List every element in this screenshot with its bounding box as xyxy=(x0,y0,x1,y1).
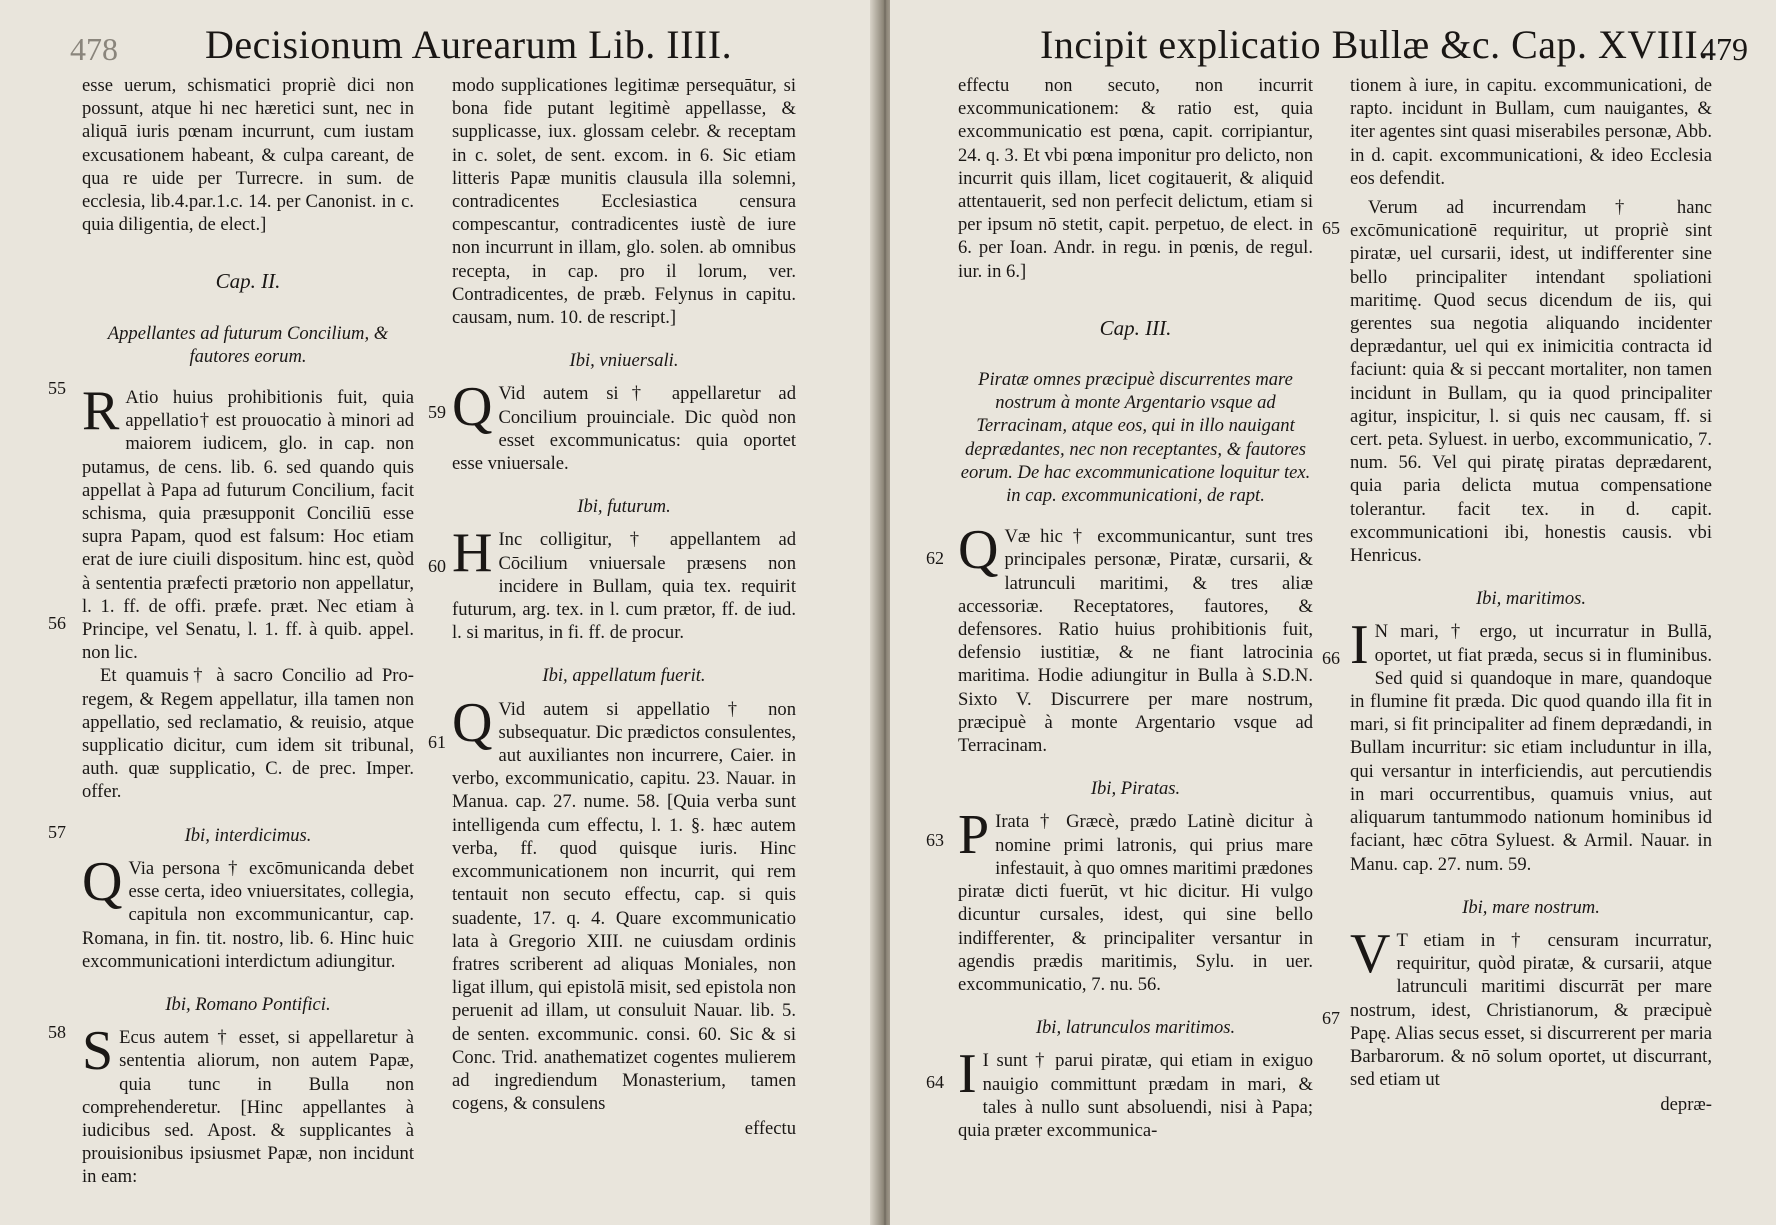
paragraph-text: N mari, † ergo, ut incurratur in Bullā, oportet, ut fiat præda, secus si in fluminibus. Sed quid si quandoque in mare, quandoque in flumine fit præda. Dic quod quando illa fit in mari, si fit principaliter ad finem deprædandi, in Bullam incurritur: sic etiam includuntur in illa, qui versantur in interficiendis, aut percutiendis in mari occurrentibus, quamuis vnius, aut aliquarum tantummodo nationum hominibus id faciant, hæc cōtra Syluest. & Armil. Nauar. in Manu. cap. 27. num. 59. xyxy=(1350,621,1712,875)
section-subhead: Ibi, maritimos. xyxy=(1475,588,1587,610)
section-subhead: Ibi, interdicimus. xyxy=(184,824,312,846)
paragraph-55 xyxy=(82,380,414,664)
paragraph-66 xyxy=(1350,614,1712,875)
left-column-2 xyxy=(452,74,796,1141)
chapter-rubric: Piratæ omnes præcipuè discurrentes mare nostrum à monte Argentario vsque ad Terracinam, atque eos, qui in illo nauigant deprædantes, nec non receptantes, & fautores eorum. De hac excommunicatione loquitur tex. in cap. excommunicationi, de rapt. xyxy=(960,369,1311,507)
drop-cap: H xyxy=(452,522,493,585)
right-column-2 xyxy=(1350,74,1712,1117)
section-subhead: Ibi, latrunculos maritimos. xyxy=(1035,1017,1236,1039)
paragraph-60 xyxy=(452,522,796,644)
right-column-1 xyxy=(958,74,1313,1142)
section-subhead: Ibi, Romano Pontifici. xyxy=(165,993,331,1015)
right-page xyxy=(890,0,1776,1225)
paragraph-61 xyxy=(452,691,796,1116)
margin-number: 58 xyxy=(48,1022,66,1042)
margin-number: 57 xyxy=(48,822,66,842)
paragraph-62 xyxy=(958,519,1313,757)
drop-cap: R xyxy=(82,380,120,443)
paragraph-text: I sunt † parui piratæ, qui etiam in exiguo nauigio committunt prædam in mari, & tales à nullo sunt absoluendi, nisi à Papa; quia præter excommunica- xyxy=(958,1050,1313,1141)
section-subhead: Ibi, vniuersali. xyxy=(569,350,679,372)
catchword: depræ- xyxy=(1660,1094,1712,1116)
paragraph-56: Et quamuis† à sacro Concilio ad Pro-regem, & Regem appellatur, illa tamen non appellatio, sed reclamatio, & reuisio, atque supplicatio dicitur, cum idem sit tribunal, auth. quæ supplicatio, C. de prec. Imper. offer. xyxy=(82,665,414,803)
paragraph-text: Vid autem si appellatio † non subsequatur. Dic prædictos consulentes, aut auxiliantes non incurrere, Caier. in verbo, excommunicatio, capitu. 23. Nauar. in Manua. cap. 27. nume. 58. [Quia verba sunt intelligenda cum effectu, l. 1. §. hæc autem verba, ff. quod quisque iuris. Hinc excommunicationem non incurrit, qui rem tentauit non secuto effectu, cap. si quis suadente, 17. q. 4. Quare excommunicatio lata à Gregorio XIII. ne cuiusdam ordinis fratres scriberent ad aliquas Moniales, non ligat illum, qui epistolā misit, sed epistola non peruenit ad illam, ut consuluit Nauar. lib. 5. de senten. excommunic. consi. 60. Sic & si Conc. Trid. anathematizet cogentes mulierem ad ingrediendum Monasterium, tamen cogens, & consulens xyxy=(452,698,796,1115)
margin-number: 65 xyxy=(1322,218,1340,238)
margin-number: 63 xyxy=(926,830,944,850)
left-folio: 478 xyxy=(70,31,118,67)
left-column-1 xyxy=(82,74,414,1189)
section-subhead: Ibi, appellatum fuerit. xyxy=(542,665,706,687)
text-block: effectu non secuto, non incurrit excommunicationem: & ratio est, quia excommunicatio est pœna, capit. corripiantur, 24. q. 3. Et vbi pœna imponitur pro delicto, non incurrit quis illam, licet cogitauerit, & aliquid attentauerit, sed non perfecit delictum, etiam si per ipsum nō stetit, capit. perpetuo, de elect. in 6. per Ioan. Andr. in regu. in pœnis, de regul. iur. in 6.] xyxy=(958,75,1313,282)
drop-cap: Q xyxy=(958,519,999,582)
margin-number: 55 xyxy=(48,378,66,398)
paragraph-67 xyxy=(1350,922,1712,1091)
section-subhead: Ibi, mare nostrum. xyxy=(1462,896,1600,918)
chapter-heading: Cap. II. xyxy=(215,269,281,294)
section-subhead: Ibi, futurum. xyxy=(577,496,671,518)
paragraph-59 xyxy=(452,376,796,475)
left-page xyxy=(0,0,880,1225)
margin-number: 60 xyxy=(428,556,446,576)
right-running-head: Incipit explicatio Bullæ &c. Cap. XVIII. xyxy=(1040,22,1709,67)
paragraph-57 xyxy=(82,850,414,973)
drop-cap: P xyxy=(958,804,990,867)
margin-number: 67 xyxy=(1322,1008,1340,1028)
paragraph-text: Vid autem si† appellaretur ad Concilium prouinciale. Dic quòd non esset excommunicatus: quia oportet esse vniuersale. xyxy=(452,383,796,475)
right-folio: 479 xyxy=(1700,31,1748,67)
margin-number: 59 xyxy=(428,402,446,422)
left-running-head: Decisionum Aurearum Lib. IIII. xyxy=(205,22,733,67)
paragraph-64 xyxy=(958,1043,1313,1142)
drop-cap: V xyxy=(1350,922,1391,985)
section-subhead: Ibi, Piratas. xyxy=(1090,778,1181,800)
paragraph-text: Inc colligitur, † appellantem ad Cōcilium vniuersale præsens non incidere in Bullam, quia tex. requirit futurum, arg. tex. in l. cum prætor, ff. de iud. l. si maritus, in fi. ff. de procur. xyxy=(452,529,796,644)
margin-number: 64 xyxy=(926,1072,944,1092)
text-block: esse uerum, schismatici propriè dici non possunt, atque hi nec hæretici sunt, nec in aliquā iuris pœnam incurrunt, cum iustam excusationem habeant, & culpa careant, de qua re uide per Turrecre. in sum. de ecclesia, lib.4.par.1.c. 14. per Canonist. in c. quia diligentia, de elect.] xyxy=(82,75,414,236)
drop-cap: Q xyxy=(82,850,123,913)
paragraph-text: T etiam in † censuram incurratur, requiritur, quòd piratæ, & cursarii, atque latrunculi maritimi discurrāt per mare nostrum, idest, Christianorum, & præcipuè Papę. Alias secus esset, si discurrerent per maria Barbarorum. & nō solum oportet, ut discurrant, sed etiam ut xyxy=(1350,929,1712,1091)
paragraph-text: Væ hic † excommunicantur, sunt tres principales personæ, Piratæ, cursarii, & latrunculi maritimi, & tres aliæ accessoriæ. Receptatores, fautores, & defensores. Ratio huius prohibitionis fuit, defensio iustitiæ, & ne fiant latrocinia maritima. Hodie adiungitur in Bulla à S.D.N. Sixto V. Discurrere per mare nostrum, præcipuè à monte Argentario vsque ad Terracinam. xyxy=(958,526,1313,757)
paragraph-65: Verum ad incurrendam † hanc excōmunicationē requiritur, ut propriè sint piratæ, uel cursarii, idest, ut indifferenter sine bello principaliter intendant spoliationi maritimę. Quod secus dicendum de iis, qui gerentes sua negotia aliquando incidenter deprædantur, uel qui ex inimicitia contracta id faciunt: quia & si peccant mortaliter, non tamen incidunt in Bullam, qu ia quod principaliter agitur, inspicitur, l. si quis nec causam, ff. si cert. peta. Syluest. in uerbo, excommunicatio, 7. num. 56. Vel qui piratę piratas deprædarent, quia paria delicta mutua compensatione tolerantur. facit tex. in d. capit. excommunicationi ibi, honestis causis. vbi Henricus. xyxy=(1350,197,1712,567)
margin-number: 62 xyxy=(926,548,944,568)
drop-cap: I xyxy=(1350,614,1369,677)
drop-cap: S xyxy=(82,1020,114,1083)
text-block: modo supplicationes legitimæ persequātur, si bona fide putant legitimè appellasse, & supplicasse, iux. glossam celebr. & receptam in c. solet, de sent. excom. in 6. Sic etiam litteris Papæ munitis clausula illa solemni, contradicentes Ecclesiastica censura compescantur, contradicentes iustè de iure non incurrunt in illam, glo. solen. ab omnibus recepta, in cap. pro il lorum, ver. Contradicentes, de præb. Felynus in capitu. causam, num. 10. de rescript.] xyxy=(452,75,796,329)
drop-cap: Q xyxy=(452,691,493,754)
drop-cap: I xyxy=(958,1043,977,1106)
paragraph-text: Atio huius prohibitionis fuit, quia appellatio† est prouocatio à minori ad maiorem iudicem, glo. in cap. non putamus, de cens. lib. 6. sed quando quis appellat à Papa ad futurum Concilium, facit schisma, quia præsupponit Conciliū esse supra Papam, quod est falsum: Hoc etiam erat de iure ciuili dispositum. hinc est, quòd à sententia præfecti prætorio non appellatur, l. 1. ff. de offi. præfe. præt. Nec etiam à Principe, vel Senatu, l. 1. ff. à quib. appel. non lic. xyxy=(82,387,414,664)
margin-number: 56 xyxy=(48,613,66,633)
paragraph-text: Irata † Græcè, prædo Latinè dicitur à nomine primi latronis, qui prius mare infestauit, à quo omnes maritimi prædones piratæ dicti fuerūt, vt hic dicitur. Hi vulgo dicuntur cursales, idest, qui sine bello indifferenter, & principaliter versantur in agendis prædis maritimis, Sylu. in uer. excommunicatio, 7. nu. 56. xyxy=(958,811,1313,995)
margin-number: 66 xyxy=(1322,648,1340,668)
drop-cap: Q xyxy=(452,376,493,439)
chapter-rubric: Appellantes ad futurum Concilium, & fautores eorum. xyxy=(107,322,389,367)
paragraph-63 xyxy=(958,804,1313,996)
paragraph-text: Ecus autem † esset, si appellaretur à sententia aliorum, non autem Papæ, quia tunc in Bulla non comprehenderetur. [Hinc appellantes à iudicibus sed. Apost. & supplicantes à prouisionibus ipsiusmet Papæ, non incidunt in eam: xyxy=(82,1027,414,1188)
paragraph-text: Via persona † excōmunicanda debet esse certa, ideo vniuersitates, collegia, capitula non excommunicantur, cap. Romana, in fin. tit. nostro, lib. 6. Hinc huic excommunicationi interdictum adiungitur. xyxy=(82,857,414,972)
paragraph-58 xyxy=(82,1020,414,1188)
margin-number: 61 xyxy=(428,732,446,752)
chapter-heading: Cap. III. xyxy=(1099,315,1172,340)
text-block: tionem à iure, in capitu. excommunicationi, de rapto. incidunt in Bullam, cum nauigantes, & iter agentes sint quasi miserabiles personæ, Abb. in d. capit. excommunicationi, & ideo Ecclesia eos defendit. xyxy=(1350,75,1712,189)
catchword: effectu xyxy=(744,1118,796,1140)
